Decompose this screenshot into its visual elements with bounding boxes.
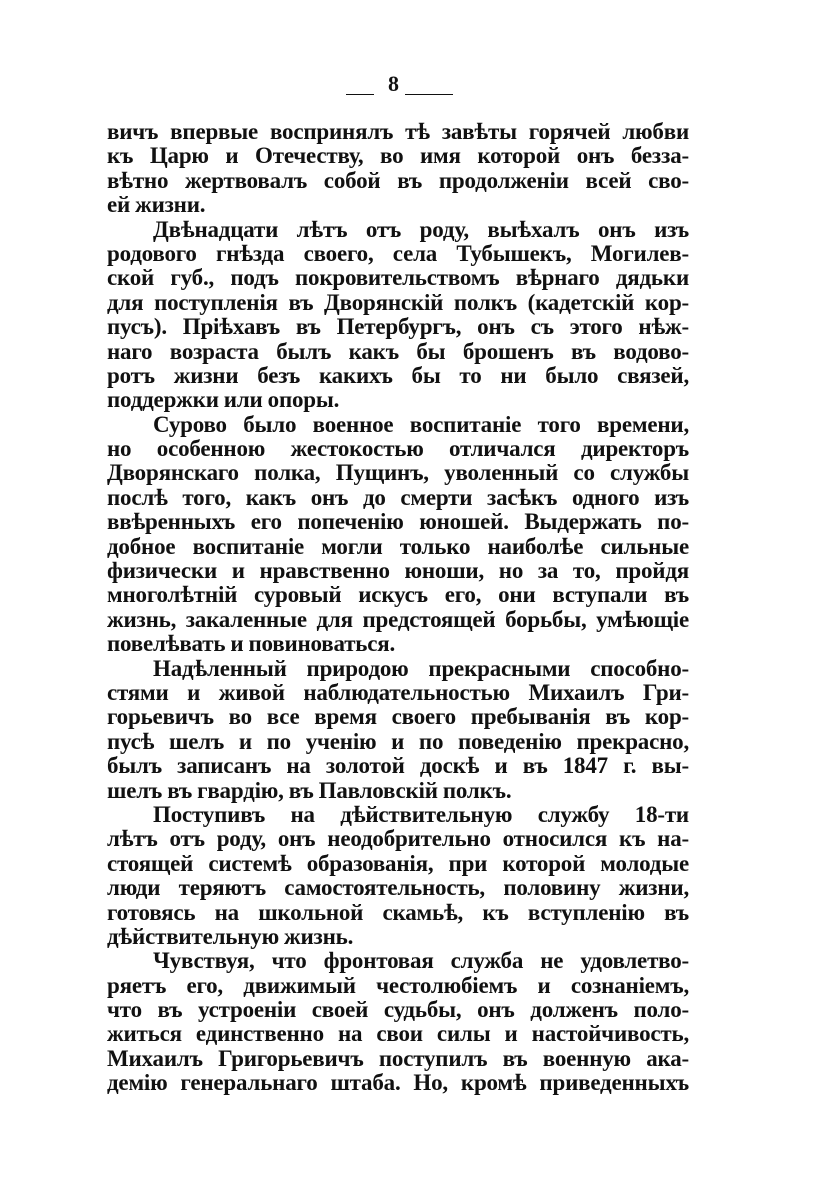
header-rule-left bbox=[346, 94, 374, 95]
paragraph bbox=[107, 218, 689, 413]
text-line: стоящей системѣ образованія, при которой молодые bbox=[107, 850, 689, 876]
text-line: послѣ того, какъ онъ до смерти засѣкъ одного изъ bbox=[107, 484, 689, 510]
text-line: что въ устроеніи своей судьбы, онъ долженъ поло- bbox=[107, 997, 689, 1023]
text-line: вичъ впервые воспринялъ тѣ завѣты горячей любви bbox=[107, 119, 689, 144]
text-line: лѣтъ отъ роду, онъ неодобрительно относился къ на- bbox=[107, 826, 689, 852]
text-line: многолѣтній суровый искусъ его, они вступали въ bbox=[107, 582, 689, 608]
text-line: люди теряютъ самостоятельность, половину жизни, bbox=[107, 875, 689, 901]
text-line: Сурово было военное воспитаніе того времени, bbox=[153, 411, 689, 437]
text-line: вѣтно жертвовалъ собой въ продолженіи всей сво- bbox=[107, 167, 689, 193]
paragraph bbox=[107, 413, 689, 657]
text-line: къ Царю и Отечеству, во имя которой онъ безза- bbox=[107, 143, 689, 169]
text-line: добное воспитаніе могли только наиболѣе сильные bbox=[107, 533, 689, 559]
text-line: но особенною жестокостью отличался директоръ bbox=[107, 436, 689, 462]
text-line: ской губ., подъ покровительствомъ вѣрнаго дядьки bbox=[107, 265, 689, 291]
text-line: жизнь, закаленные для предстоящей борьбы, умѣющіе bbox=[107, 606, 689, 632]
text-line: поддержки или опоры. bbox=[107, 387, 340, 413]
text-line: Двѣнадцати лѣтъ отъ роду, выѣхалъ онъ изъ bbox=[153, 216, 689, 242]
text-line: повелѣвать и повиноваться. bbox=[107, 631, 396, 657]
text-line: Поступивъ на дѣйствительную службу 18-ти bbox=[153, 801, 689, 827]
text-line: шелъ въ гвардію, въ Павловскій полкъ. bbox=[107, 777, 512, 803]
paragraph bbox=[107, 120, 689, 218]
text-line: Надѣленный природою прекрасными способно- bbox=[153, 655, 689, 681]
text-line: наго возраста былъ какъ бы брошенъ въ водово- bbox=[107, 338, 689, 364]
body-text bbox=[107, 120, 689, 1096]
text-line: Дворянскаго полка, Пущинъ, уволенный со службы bbox=[107, 460, 689, 486]
text-line: Чувствуя, что фронтовая служба не удовлетво- bbox=[153, 948, 689, 974]
text-line: ряетъ его, движимый честолюбіемъ и сознаніемъ, bbox=[107, 972, 689, 998]
text-line: дѣйствительную жизнь. bbox=[107, 923, 354, 949]
paragraph bbox=[107, 949, 689, 1095]
text-line: демію генеральнаго штаба. Но, кромѣ приведенныхъ bbox=[107, 1070, 689, 1096]
text-line: родового гнѣзда своего, села Тубышекъ, Могилев- bbox=[107, 240, 689, 266]
text-line: для поступленія въ Дворянскій полкъ (кадетскій кор- bbox=[107, 289, 689, 315]
text-line: ввѣренныхъ его попеченію юношей. Выдержать по- bbox=[107, 509, 689, 535]
paragraph bbox=[107, 803, 689, 949]
text-line: ей жизни. bbox=[107, 192, 206, 218]
text-line: былъ записанъ на золотой доскѣ и въ 1847 г. вы- bbox=[107, 753, 689, 779]
text-line: ротъ жизни безъ какихъ бы то ни было связей, bbox=[107, 362, 689, 388]
paragraph bbox=[107, 657, 689, 803]
text-line: физически и нравственно юноши, но за то, пройдя bbox=[107, 558, 689, 584]
page-number: 8 bbox=[388, 71, 399, 96]
text-line: Михаилъ Григорьевичъ поступилъ въ военную ака- bbox=[107, 1045, 689, 1071]
text-line: житься единственно на свои силы и настойчивость, bbox=[107, 1021, 689, 1047]
text-line: стями и живой наблюдательностью Михаилъ Гри- bbox=[107, 679, 689, 705]
text-line: горьевичъ во все время своего пребыванія въ кор- bbox=[107, 704, 689, 730]
text-line: пусѣ шелъ и по ученію и по поведенію прекрасно, bbox=[107, 728, 689, 754]
text-line: пусъ). Пріѣхавъ въ Петербургъ, онъ съ этого нѣж- bbox=[107, 314, 689, 340]
text-line: готовясь на школьной скамьѣ, къ вступленію въ bbox=[107, 899, 689, 925]
page-header bbox=[0, 70, 840, 110]
header-rule-right bbox=[405, 94, 453, 95]
